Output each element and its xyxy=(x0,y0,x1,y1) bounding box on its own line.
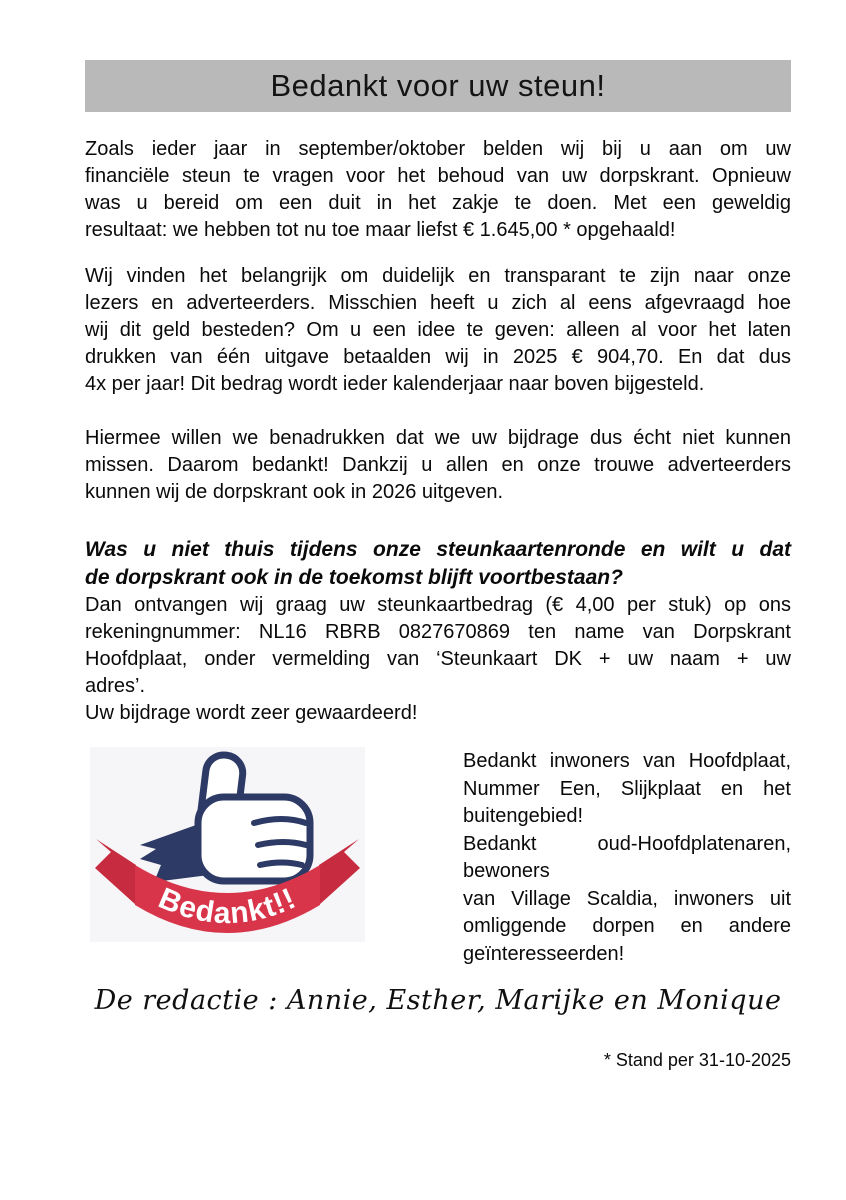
text-line: van Village Scaldia, inwoners uit xyxy=(463,887,791,910)
text-line: lezers en adverteerders. Misschien heeft u zich al eens afgevraagd hoe xyxy=(85,292,791,314)
text-line: de dorpskrant ook in de toekomst blijft voortbestaan? xyxy=(85,566,623,589)
badge-and-thanks-row xyxy=(85,747,791,968)
paragraph-intro xyxy=(85,136,791,244)
thanks-text-column xyxy=(463,747,791,968)
text-line: kunnen wij de dorpskrant ook in 2026 uitgeven. xyxy=(85,481,504,503)
text-line: Hiermee willen we benadrukken dat we uw bijdrage dus écht niet kunnen xyxy=(85,427,791,449)
text-line: was u bereid om een duit in het zakje te doen. Met een geweldig xyxy=(85,192,791,214)
paragraph-emphasis xyxy=(85,425,791,506)
text-line: missen. Daarom bedankt! Dankzij u allen en onze trouwe adverteerders xyxy=(85,454,791,476)
text-line: Bedankt oud-Hoofdplatenaren, bewoners xyxy=(463,832,791,882)
text-line: rekeningnummer: NL16 RBRB 0827670869 ten name van Dorpskrant xyxy=(85,621,791,643)
text-line: 4x per jaar! Dit bedrag wordt ieder kalenderjaar naar boven bijgesteld. xyxy=(85,373,705,395)
callout-heading xyxy=(85,536,791,592)
text-line: Hoofdplaat, onder vermelding van ‘Steunkaart DK + uw naam + uw xyxy=(85,648,791,670)
paragraph-transparency xyxy=(85,263,791,398)
footnote: * Stand per 31-10-2025 xyxy=(603,1050,791,1070)
text-line: omliggende dorpen en andere xyxy=(463,915,791,937)
text-line: wij dit geld besteden? Om u een idee te geven: alleen al voor het laten xyxy=(85,319,791,341)
text-line: Bedankt inwoners van Hoofdplaat, xyxy=(463,750,791,772)
text-line: Dan ontvangen wij graag uw steunkaartbedrag (€ 4,00 per stuk) op ons xyxy=(85,594,791,616)
text-line: resultaat: we hebben tot nu toe maar liefst € 1.645,00 * opgehaald! xyxy=(85,219,676,241)
text-line: financiële steun te vragen voor het behoud van uw dorpskrant. Opnieuw xyxy=(85,165,791,187)
thumbs-up-badge-image xyxy=(90,747,365,942)
paragraph-payment xyxy=(85,592,791,727)
text-line: buitengebied! xyxy=(463,805,584,827)
page-content xyxy=(85,0,791,1200)
text-line: Nummer Een, Slijkplaat en het xyxy=(463,777,791,800)
text-line: Wij vinden het belangrijk om duidelijk en transparant te zijn naar onze xyxy=(85,265,791,287)
text-line: Was u niet thuis tijdens onze steunkaartenronde en wilt u dat xyxy=(85,538,791,561)
text-line: geïnteresseerden! xyxy=(463,942,625,965)
signature: De redactie : Annie, Esther, Marijke en Monique xyxy=(94,985,782,1016)
text-line: Zoals ieder jaar in september/oktober belden wij bij u aan om uw xyxy=(85,138,791,160)
payment-note: Uw bijdrage wordt zeer gewaardeerd! xyxy=(85,702,418,724)
text-line: adres’. xyxy=(85,675,146,697)
text-line: drukken van één uitgave betaalden wij in 2025 € 904,70. En dat dus xyxy=(85,346,791,368)
ribbon-text: Bedankt!! xyxy=(153,881,302,931)
page-title: Bedankt voor uw steun! xyxy=(270,68,606,103)
